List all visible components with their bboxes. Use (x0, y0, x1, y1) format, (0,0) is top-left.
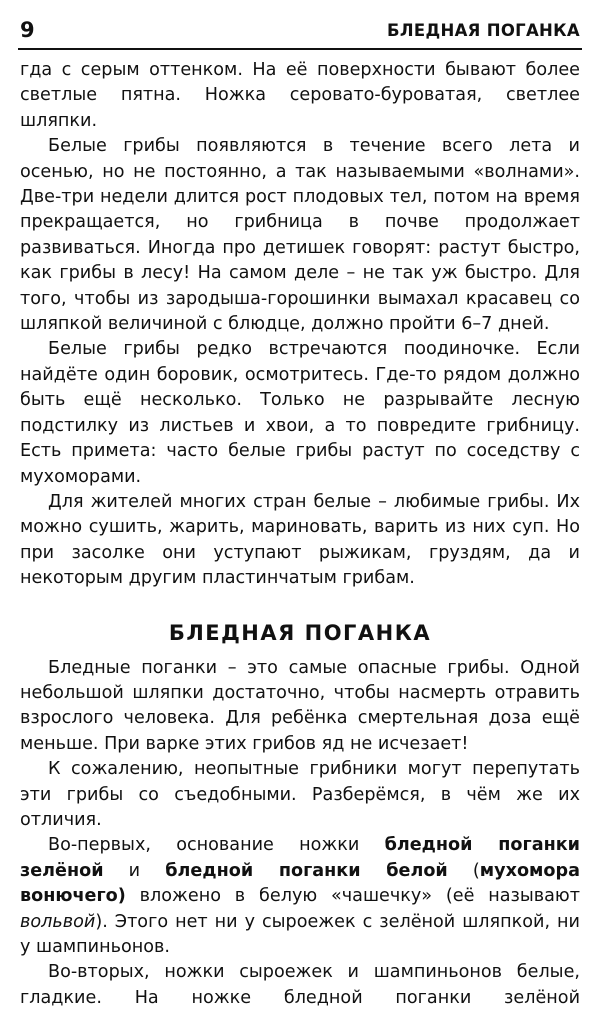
paragraph: Белые грибы редко встречаются поодиночке. Если найдёте один боровик, осмотритесь. Где-то рядом должно быть ещё несколько. Только не разрывайте лесную подстилку из листьев и хвои, а то повредите грибницу. Есть примета: часто белые грибы растут по соседству с мухоморами. (20, 339, 580, 487)
text-run: ). Этого нет ни у сыроежек с зелёной шляпкой, ни у шампиньонов. (20, 911, 580, 957)
paragraph: Для жителей многих стран белые – любимые грибы. Их можно сушить, жарить, мариновать, варить из них суп. Но при засолке они уступают рыжикам, груздям, да и некоторым другим пластинчатым грибам. (20, 491, 580, 589)
text-run: Во-первых, основание ножки (48, 835, 385, 856)
running-title: БЛЕДНАЯ ПОГАНКА (387, 21, 580, 40)
text-run: ( (447, 860, 480, 881)
page-number: 9 (20, 18, 35, 42)
text-run: и (103, 860, 166, 881)
paragraph: Белые грибы появляются в течение всего лета и осенью, но не постоянно, а так называемыми «волнами». Две-три недели длится рост плодовых тел, потом на время прекращается, но грибница в почве продолжает развиваться. Иногда про детишек говорят: растут быстро, как грибы в лесу! На самом деле – не так уж быстро. Для того, чтобы из зародыша-горошинки вымахал красавец со шляпкой величиной с блюдце, должно пройти 6–7 дней. (20, 136, 580, 335)
page-header (18, 14, 582, 50)
paragraph-truncated: Во-вторых, ножки сыроежек и шампиньонов белые, гладкие. На ножке бледной поганки зелёной (20, 962, 580, 1008)
section-title: БЛЕДНАЯ ПОГАНКА (168, 620, 432, 645)
bold-term: бледной поганки белой (165, 860, 448, 881)
paragraph: Бледные поганки – это самые опасные грибы. Одной небольшой шляпки достаточно, чтобы насмерть отравить взрослого человека. Для ребёнка смертельная доза ещё меньше. При варке этих грибов яд не исчезает! (20, 657, 580, 754)
italic-term: вольвой (20, 911, 96, 932)
bold-term: мухомора вонючего) (20, 860, 580, 907)
page-body (20, 58, 580, 1011)
paragraph-continued: гда с серым оттенком. На её поверхности бывают более светлые пятна. Ножка серовато-буроватая, светлее шляпки. (20, 60, 580, 131)
text-run: вложено в белую «чашечку» (её называют (125, 886, 580, 907)
paragraph: К сожалению, неопытные грибники могут перепутать эти грибы со съедобными. Разберёмся, в чём же их отличия. (20, 759, 580, 830)
paragraph-with-emphasis (20, 833, 580, 960)
bold-term: бледной поганки зелёной (20, 835, 581, 881)
